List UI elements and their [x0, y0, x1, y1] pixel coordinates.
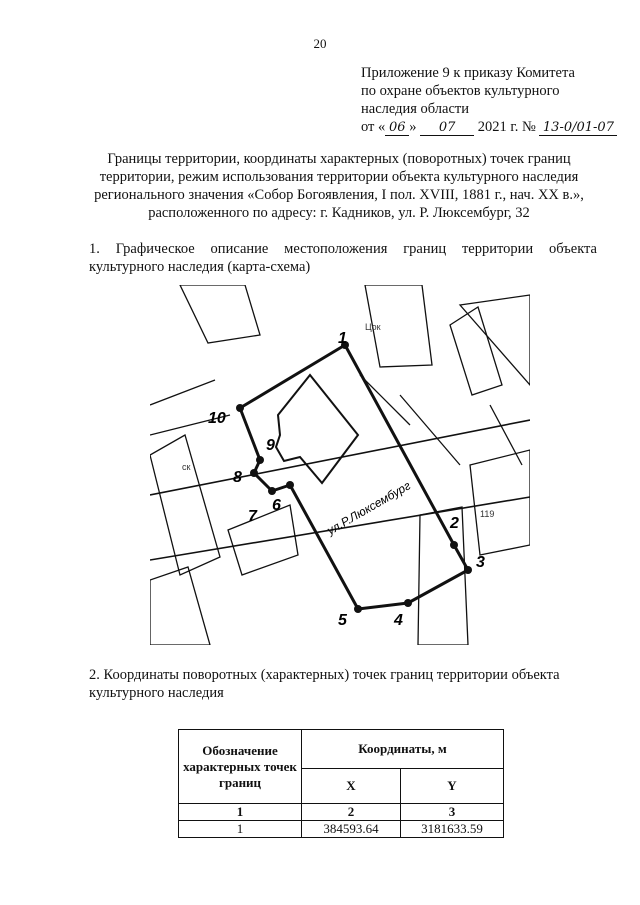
point-label-3: 3	[476, 554, 485, 571]
order-number: 13-0/01-07	[539, 120, 617, 136]
point-label-6: 6	[272, 497, 281, 514]
boundary-point-3	[464, 566, 472, 574]
point-label-2: 2	[450, 515, 459, 532]
territory-boundary	[240, 345, 468, 609]
map-building	[450, 307, 502, 395]
appendix-order-line	[361, 118, 617, 136]
boundary-point-6	[286, 481, 294, 489]
map-parcel	[228, 505, 298, 575]
street-label: ул.Р.Люксембург	[324, 478, 413, 538]
point-label-8: 8	[233, 469, 242, 486]
appendix-header	[361, 64, 617, 136]
table-index-row	[179, 804, 504, 821]
point-label-1: 1	[338, 330, 347, 347]
index-cell: 2	[302, 804, 401, 821]
map-parcel	[460, 295, 530, 385]
boundary-point-4	[404, 599, 412, 607]
point-label-9: 9	[266, 437, 275, 454]
map-scheme	[150, 285, 530, 645]
table-header-row	[179, 730, 504, 769]
coordinates-table	[178, 729, 504, 838]
point-label-4: 4	[394, 612, 403, 629]
boundary-point-5	[354, 605, 362, 613]
point-label-5: 5	[338, 612, 347, 629]
map-small-label: ск	[182, 462, 191, 472]
appendix-line-2: по охране объектов культурного	[361, 83, 560, 99]
y-header: Y	[401, 769, 504, 804]
coordinates-header: Координаты, м	[302, 730, 504, 769]
map-line	[150, 380, 215, 405]
order-quote-close: »	[409, 119, 417, 135]
section-1-heading: 1. Графическое описание местоположения границ территории объекта культурного наследия (карта-схема)	[89, 241, 597, 275]
map-building	[180, 285, 260, 343]
map-building	[150, 567, 210, 645]
point-designation-header: Обозначение характерных точек границ	[179, 730, 302, 804]
map-small-label: 119	[480, 509, 495, 519]
order-month: 07	[420, 120, 474, 136]
index-cell: 1	[179, 804, 302, 821]
document-title: Границы территории, координаты характерных (поворотных) точек границ территории, режим использования территории объекта культурного наследия регионального значения «Собор Богоявления, I пол. XVIII, 1881 г., нач. XX в.», расположенного по адресу: г. Кадников, ул. Р. Люксембург, 32	[94, 151, 584, 221]
order-from-label: от «	[361, 119, 386, 135]
point-label-7: 7	[248, 508, 257, 525]
cathedral-building	[276, 375, 358, 483]
boundary-point-9	[256, 456, 264, 464]
appendix-line-1: Приложение 9 к приказу Комитета	[361, 65, 575, 81]
boundary-point-7	[268, 487, 276, 495]
map-line	[400, 395, 460, 465]
page-number: 20	[313, 36, 327, 51]
appendix-line-3: наследия области	[361, 101, 470, 117]
map-small-label: Цок	[365, 322, 381, 332]
boundary-point-8	[250, 469, 258, 477]
boundary-map	[150, 285, 530, 645]
order-day: 06	[385, 120, 409, 136]
y-cell: 3181633.59	[401, 821, 504, 838]
index-cell: 3	[401, 804, 504, 821]
table-row	[179, 821, 504, 838]
point-cell: 1	[179, 821, 302, 838]
x-header: X	[302, 769, 401, 804]
order-year-label: 2021 г. №	[477, 119, 536, 135]
point-label-10: 10	[208, 410, 226, 427]
x-cell: 384593.64	[302, 821, 401, 838]
boundary-point-2	[450, 541, 458, 549]
section-2-heading: 2. Координаты поворотных (характерных) точек границ территории объекта культурного наследия	[89, 667, 560, 701]
boundary-point-10	[236, 404, 244, 412]
